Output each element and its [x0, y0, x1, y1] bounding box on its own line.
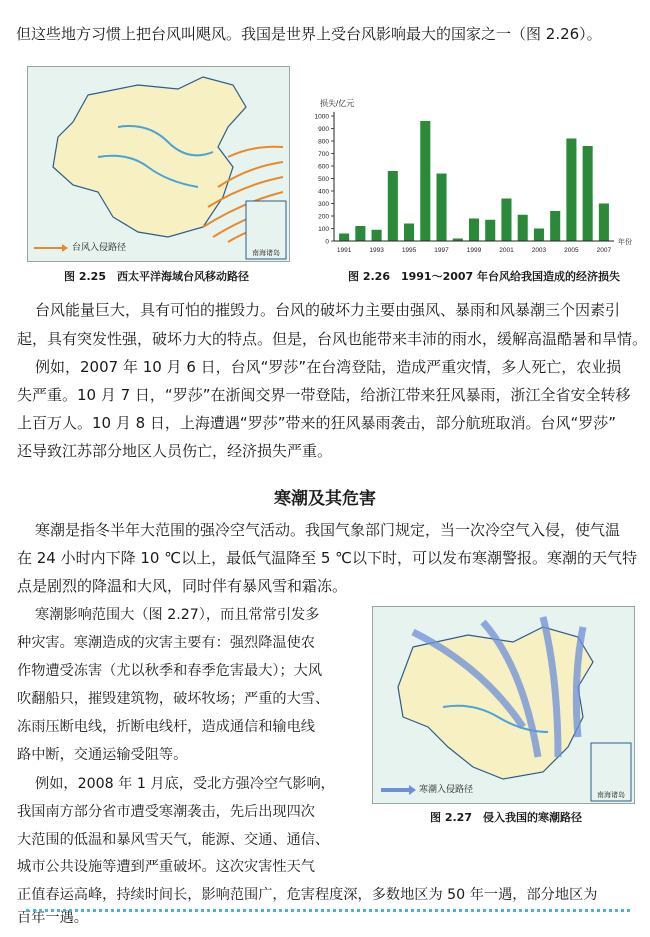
- inset-label: 南海诸岛: [597, 791, 625, 799]
- text-line: 例如，2008 年 1 月底，受北方强冷空气影响，: [35, 776, 335, 792]
- text-line: 点是剧烈的降温和大风，同时伴有暴风雪和霜冻。: [17, 577, 348, 595]
- figure-caption: 图 2.26 1991～2007 年台风给我国造成的经济损失: [348, 270, 621, 283]
- text-line: 百年一遇。: [17, 910, 88, 926]
- section-title: 寒潮及其危害: [274, 489, 376, 509]
- text-line: 作物遭受冻害（尤以秋季和春季危害最大）；大风: [17, 663, 323, 679]
- text-line: 冻雨压断电线，折断电线杆，造成通信和输电线: [17, 719, 315, 735]
- text-line: 我国南方部分省市遭受寒潮袭击，先后出现四次: [17, 804, 315, 820]
- x-tick-label: 2005: [564, 247, 579, 254]
- y-axis-label: 损失/亿元: [320, 99, 355, 108]
- text-line: 城市公共设施等遭到严重破坏。这次灾害性天气: [17, 859, 315, 875]
- x-tick-label: 1993: [369, 247, 384, 254]
- bar-1992: [355, 226, 365, 241]
- text-line: 种灾害。寒潮造成的灾害主要有：强烈降温使农: [17, 635, 315, 651]
- y-tick-label: 700: [318, 151, 329, 158]
- bar-1995: [404, 224, 414, 242]
- bar-2001: [501, 199, 511, 242]
- map-legend-label: 寒潮入侵路径: [419, 785, 474, 795]
- bar-2003: [534, 229, 544, 242]
- loss-bar-chart: [300, 94, 640, 262]
- bar-2005: [566, 139, 576, 242]
- text-line: 寒潮是指冬半年大范围的强冷空气活动。我国气象部门规定，当一次冷空气入侵，使气温: [35, 521, 621, 539]
- bar-2007: [599, 204, 609, 242]
- text-line: 失严重。10 月 7 日，“罗莎”在浙闽交界一带登陆，给浙江带来狂风暴雨，浙江全省安全转移: [17, 386, 631, 404]
- x-axis-label: 年份: [618, 239, 632, 246]
- text-line: 起，具有突发性强，破坏力大的特点。但是，台风也能带来丰沛的雨水，缓解高温酷暑和旱情。: [17, 330, 648, 348]
- y-tick-label: 800: [318, 138, 329, 146]
- bar-2004: [550, 211, 560, 241]
- y-tick-label: 900: [318, 126, 329, 133]
- page-divider: [26, 909, 630, 912]
- y-tick-label: 1000: [314, 113, 329, 121]
- y-tick-label: 0: [325, 238, 329, 246]
- text-line: 例如，2007 年 10 月 6 日，台风“罗莎”在台湾登陆，造成严重灾情，多人死亡，农业损: [35, 358, 622, 376]
- x-tick-label: 1997: [434, 247, 449, 254]
- x-tick-label: 2001: [499, 247, 514, 254]
- loss-bar-chart-figure: [300, 94, 640, 262]
- x-tick-label: 1995: [401, 247, 417, 254]
- text-line: 大范围的低温和暴风雪天气，能源、交通、通信、: [17, 832, 330, 848]
- bar-1996: [420, 121, 430, 241]
- text-line: 在 24 小时内下降 10 ℃以上，最低气温降至 5 ℃以下时，可以发布寒潮警报。寒潮的天气特: [17, 549, 638, 567]
- text-line: 路中断，交通运输受阻等。: [17, 747, 188, 763]
- y-tick-label: 200: [318, 213, 329, 221]
- bar-2006: [583, 146, 593, 241]
- typhoon-map: [28, 67, 289, 261]
- text-line: 但这些地方习惯上把台风叫飓风。我国是世界上受台风影响最大的国家之一（图 2.26）。: [16, 25, 602, 43]
- coldwave-map-figure: [372, 606, 635, 804]
- bar-2002: [518, 215, 528, 241]
- figure-caption: 图 2.27 侵入我国的寒潮路径: [430, 811, 582, 824]
- text-line: 上百万人。10 月 8 日，上海遭遇“罗莎”带来的狂风暴雨袭击，部分航班取消。台风“罗莎”: [17, 414, 617, 432]
- bar-2000: [485, 220, 495, 241]
- bar-1991: [339, 234, 349, 242]
- x-tick-label: 1999: [466, 247, 482, 254]
- inset-label: 南海诸岛: [252, 249, 280, 257]
- x-tick-label: 2003: [531, 247, 547, 254]
- text-line: 吹翻船只，摧毁建筑物，破坏牧场；严重的大雪、: [17, 691, 330, 707]
- typhoon-map-figure: [27, 66, 290, 262]
- y-tick-label: 400: [318, 188, 329, 196]
- bar-1993: [372, 230, 382, 241]
- x-tick-label: 1991: [336, 247, 352, 254]
- coldwave-map: [373, 607, 634, 803]
- x-tick-label: 2007: [596, 247, 612, 254]
- bar-1999: [469, 219, 479, 242]
- text-line: 台风能量巨大，具有可怕的摧毁力。台风的破坏力主要由强风、暴雨和风暴潮三个因素引: [35, 301, 621, 319]
- y-tick-label: 500: [318, 176, 329, 183]
- text-line: 还导致江苏部分地区人员伤亡，经济损失严重。: [17, 442, 333, 460]
- y-tick-label: 300: [318, 201, 329, 208]
- bar-1997: [436, 174, 446, 242]
- text-line: 正值春运高峰，持续时间长，影响范围广，危害程度深，多数地区为 50 年一遇，部分地区为: [17, 887, 598, 903]
- text-line: 寒潮影响范围大（图 2.27），而且常常引发多: [35, 607, 320, 623]
- figure-caption: 图 2.25 西太平洋海域台风移动路径: [64, 270, 249, 283]
- bar-1994: [388, 171, 398, 241]
- map-legend-label: 台风入侵路径: [72, 243, 127, 253]
- y-tick-label: 100: [318, 226, 329, 233]
- y-tick-label: 600: [318, 163, 329, 171]
